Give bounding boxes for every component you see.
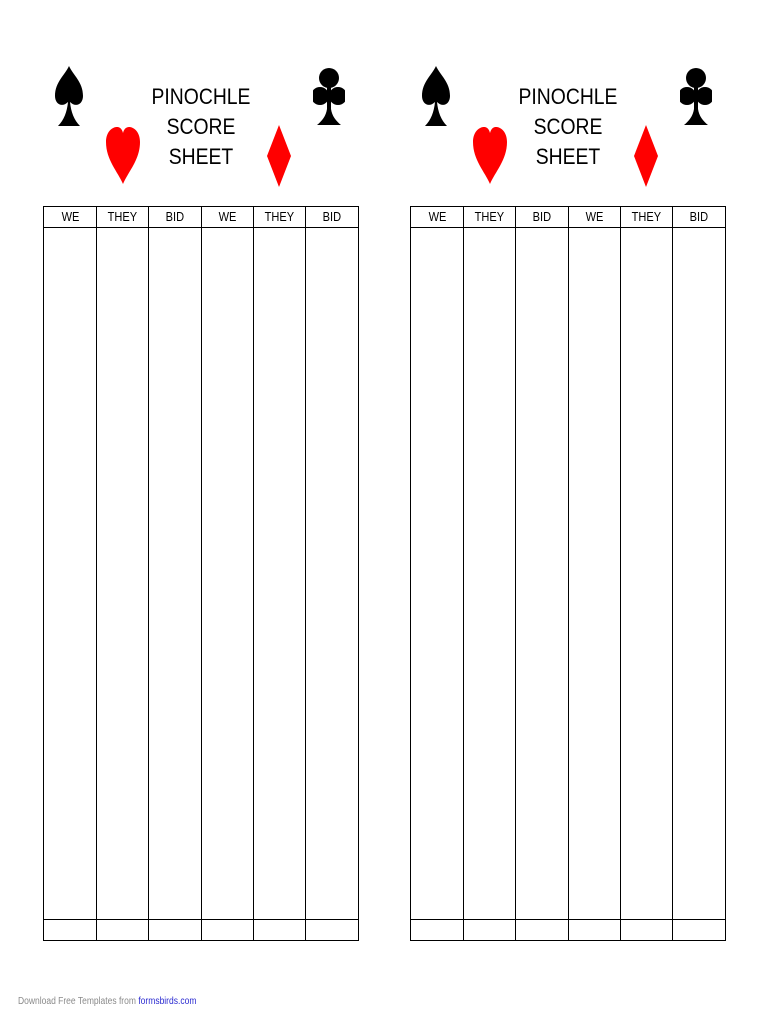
- column-header-bid: BID: [689, 209, 708, 224]
- title-line: SCORE: [166, 114, 236, 139]
- score-sheet-left: [43, 0, 359, 1024]
- column-header-we: WE: [428, 209, 446, 224]
- column-divider: [515, 207, 516, 940]
- column-header-they: THEY: [631, 209, 661, 224]
- sheet-title: [517, 82, 619, 172]
- diamond-icon: [267, 125, 291, 187]
- column-header-they: THEY: [107, 209, 137, 224]
- column-header-we: WE: [61, 209, 79, 224]
- column-divider: [305, 207, 306, 940]
- title-line: PINOCHLE: [151, 84, 251, 109]
- column-divider: [463, 207, 464, 940]
- sheet-title: [150, 82, 252, 172]
- column-divider: [672, 207, 673, 940]
- score-table[interactable]: [410, 206, 726, 941]
- heart-icon: [105, 124, 141, 186]
- title-line: SCORE: [533, 114, 603, 139]
- column-header-bid: BID: [532, 209, 551, 224]
- spade-icon: [54, 66, 84, 128]
- score-table[interactable]: [43, 206, 359, 941]
- footer-text: Download Free Templates from: [18, 996, 139, 1007]
- score-sheet-right: [410, 0, 726, 1024]
- column-divider: [253, 207, 254, 940]
- heart-icon: [472, 124, 508, 186]
- spade-icon: [421, 66, 451, 128]
- column-divider: [148, 207, 149, 940]
- column-header-they: THEY: [264, 209, 294, 224]
- title-line: SHEET: [168, 144, 234, 169]
- diamond-icon: [634, 125, 658, 187]
- footer-credit: [18, 996, 196, 1007]
- title-line: SHEET: [535, 144, 601, 169]
- column-divider: [620, 207, 621, 940]
- column-header-bid: BID: [322, 209, 341, 224]
- column-divider: [201, 207, 202, 940]
- column-header-they: THEY: [474, 209, 504, 224]
- column-header-bid: BID: [165, 209, 184, 224]
- column-header-we: WE: [585, 209, 603, 224]
- footer-link[interactable]: formsbirds.com: [138, 996, 197, 1007]
- club-icon: [313, 65, 345, 127]
- title-line: PINOCHLE: [518, 84, 618, 109]
- column-divider: [96, 207, 97, 940]
- column-divider: [568, 207, 569, 940]
- column-header-we: WE: [218, 209, 236, 224]
- club-icon: [680, 65, 712, 127]
